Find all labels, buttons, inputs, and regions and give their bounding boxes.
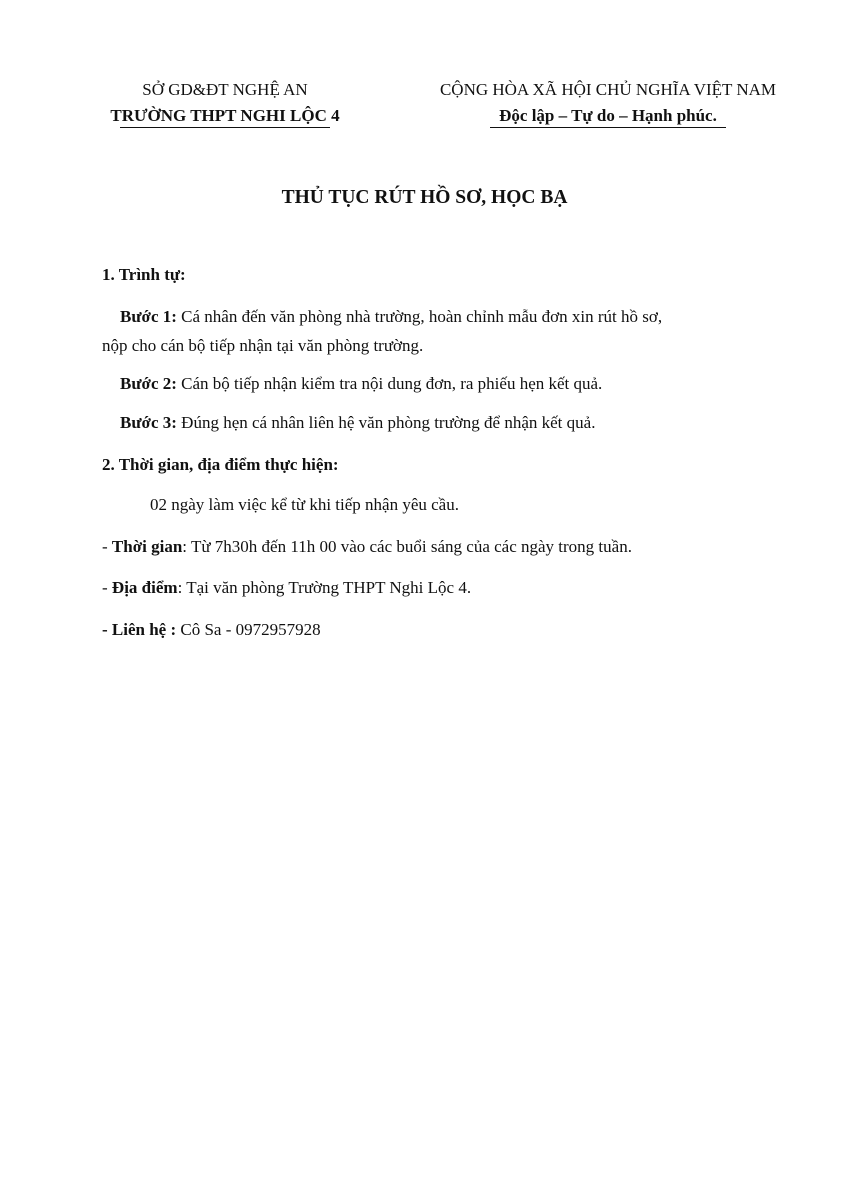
- processing-duration: 02 ngày làm việc kể từ khi tiếp nhận yêu cầu.: [150, 495, 459, 514]
- contact-text: Cô Sa - 0972957928: [176, 620, 321, 639]
- school-name: TRƯỜNG THPT NGHI LỘC 4: [110, 106, 340, 125]
- step-1-continuation: nộp cho cán bộ tiếp nhận tại văn phòng trường.: [102, 336, 424, 355]
- school-name-underline: [120, 127, 330, 128]
- step-2: [120, 374, 602, 394]
- national-title: CỘNG HÒA XÃ HỘI CHỦ NGHĨA VIỆT NAM: [439, 80, 777, 99]
- step-3-text: Đúng hẹn cá nhân liên hệ văn phòng trường để nhận kết quả.: [176, 413, 596, 432]
- time-line: [102, 537, 632, 557]
- section-1-heading: 1. Trình tự:: [102, 265, 186, 284]
- place-line: [102, 578, 471, 598]
- section-2-heading: 2. Thời gian, địa điểm thực hiện:: [102, 455, 339, 474]
- time-prefix: -: [102, 537, 112, 556]
- national-motto-underline: [490, 127, 726, 128]
- time-text: : Từ 7h30h đến 11h 00 vào các buổi sáng của các ngày trong tuần.: [182, 537, 632, 556]
- step-1-text: Cá nhân đến văn phòng nhà trường, hoàn chỉnh mẫu đơn xin rút hồ sơ,: [176, 307, 663, 326]
- step-2-label: Bước 2:: [120, 374, 177, 393]
- document-title: THỦ TỤC RÚT HỒ SƠ, HỌC BẠ: [281, 187, 568, 208]
- step-1: [120, 307, 662, 327]
- time-label: Thời gian: [111, 537, 183, 556]
- place-label: Địa điểm: [111, 578, 178, 597]
- step-3: [120, 413, 595, 433]
- step-2-text: Cán bộ tiếp nhận kiểm tra nội dung đơn, ra phiếu hẹn kết quả.: [176, 374, 603, 393]
- step-3-label: Bước 3:: [120, 413, 177, 432]
- agency-name: SỞ GD&ĐT NGHỆ AN: [142, 80, 308, 99]
- place-prefix: -: [102, 578, 112, 597]
- place-text: : Tại văn phòng Trường THPT Nghi Lộc 4.: [177, 578, 472, 597]
- step-1-label: Bước 1:: [120, 307, 177, 326]
- contact-label: - Liên hệ :: [102, 620, 177, 639]
- national-motto: Độc lập – Tự do – Hạnh phúc.: [499, 106, 717, 125]
- contact-line: [102, 620, 321, 640]
